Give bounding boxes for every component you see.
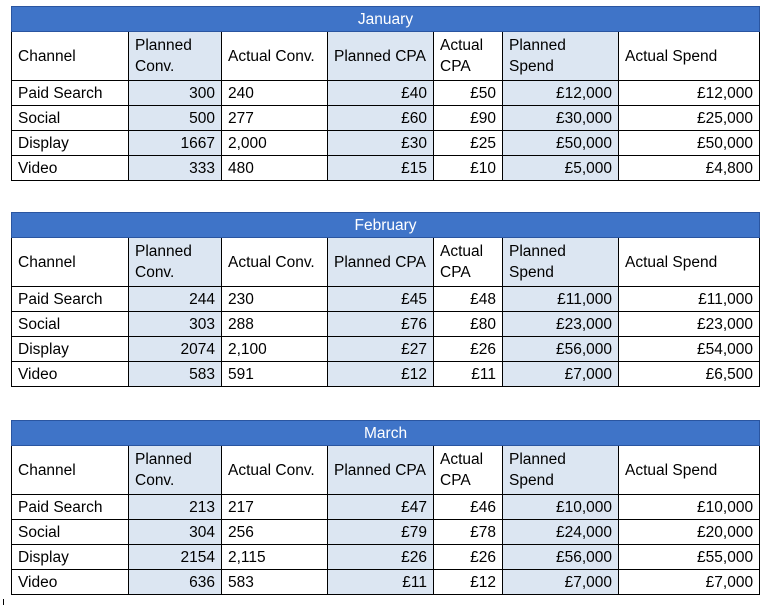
header-planned-spend: Planned Spend bbox=[503, 238, 619, 287]
cell-actual-spend: £7,000 bbox=[619, 570, 760, 595]
cell-planned-spend: £12,000 bbox=[503, 81, 619, 106]
header-planned-conv: Planned Conv. bbox=[129, 238, 222, 287]
cell-channel: Paid Search bbox=[12, 81, 129, 106]
month-title: January bbox=[12, 7, 760, 32]
table-row bbox=[12, 81, 760, 106]
header-planned-cpa: Planned CPA bbox=[328, 446, 434, 495]
cell-actual-cpa: £10 bbox=[434, 156, 503, 181]
header-actual-spend: Actual Spend bbox=[619, 446, 760, 495]
cell-actual-conv: 288 bbox=[222, 312, 328, 337]
table-row bbox=[12, 312, 760, 337]
cell-planned-spend: £50,000 bbox=[503, 131, 619, 156]
table-row bbox=[12, 545, 760, 570]
header-planned-cpa: Planned CPA bbox=[328, 32, 434, 81]
cell-channel: Social bbox=[12, 312, 129, 337]
cell-planned-conv: 636 bbox=[129, 570, 222, 595]
header-actual-spend: Actual Spend bbox=[619, 238, 760, 287]
cell-channel: Paid Search bbox=[12, 287, 129, 312]
header-actual-conv: Actual Conv. bbox=[222, 446, 328, 495]
cell-actual-cpa: £90 bbox=[434, 106, 503, 131]
cell-actual-spend: £20,000 bbox=[619, 520, 760, 545]
header-planned-spend: Planned Spend bbox=[503, 446, 619, 495]
header-channel: Channel bbox=[12, 32, 129, 81]
cell-actual-conv: 277 bbox=[222, 106, 328, 131]
table-row bbox=[12, 337, 760, 362]
cell-planned-cpa: £15 bbox=[328, 156, 434, 181]
cell-channel: Video bbox=[12, 362, 129, 387]
month-table bbox=[11, 6, 760, 181]
cell-planned-spend: £7,000 bbox=[503, 570, 619, 595]
cell-actual-spend: £50,000 bbox=[619, 131, 760, 156]
cell-actual-conv: 230 bbox=[222, 287, 328, 312]
cell-planned-cpa: £47 bbox=[328, 495, 434, 520]
header-actual-cpa: Actual CPA bbox=[434, 446, 503, 495]
cell-planned-spend: £7,000 bbox=[503, 362, 619, 387]
cell-actual-spend: £54,000 bbox=[619, 337, 760, 362]
cell-actual-spend: £55,000 bbox=[619, 545, 760, 570]
cell-actual-spend: £6,500 bbox=[619, 362, 760, 387]
table-row bbox=[12, 156, 760, 181]
cell-actual-conv: 2,115 bbox=[222, 545, 328, 570]
cell-actual-cpa: £48 bbox=[434, 287, 503, 312]
month-table bbox=[11, 420, 760, 595]
cell-actual-cpa: £12 bbox=[434, 570, 503, 595]
header-planned-conv: Planned Conv. bbox=[129, 446, 222, 495]
cell-actual-cpa: £78 bbox=[434, 520, 503, 545]
cell-planned-spend: £56,000 bbox=[503, 545, 619, 570]
header-actual-conv: Actual Conv. bbox=[222, 32, 328, 81]
cell-actual-spend: £25,000 bbox=[619, 106, 760, 131]
header-planned-conv: Planned Conv. bbox=[129, 32, 222, 81]
month-title: March bbox=[12, 421, 760, 446]
cell-planned-conv: 303 bbox=[129, 312, 222, 337]
cell-channel: Display bbox=[12, 545, 129, 570]
cell-planned-cpa: £27 bbox=[328, 337, 434, 362]
cell-planned-cpa: £11 bbox=[328, 570, 434, 595]
month-title: February bbox=[12, 213, 760, 238]
cell-actual-conv: 2,100 bbox=[222, 337, 328, 362]
header-planned-cpa: Planned CPA bbox=[328, 238, 434, 287]
table-row bbox=[12, 495, 760, 520]
cell-actual-conv: 217 bbox=[222, 495, 328, 520]
header-planned-spend: Planned Spend bbox=[503, 32, 619, 81]
cell-planned-conv: 2154 bbox=[129, 545, 222, 570]
cell-planned-spend: £10,000 bbox=[503, 495, 619, 520]
cell-actual-conv: 583 bbox=[222, 570, 328, 595]
cell-actual-spend: £4,800 bbox=[619, 156, 760, 181]
table-row bbox=[12, 287, 760, 312]
table-row bbox=[12, 570, 760, 595]
table-row bbox=[12, 131, 760, 156]
table-row bbox=[12, 106, 760, 131]
table-row bbox=[12, 362, 760, 387]
cell-channel: Social bbox=[12, 106, 129, 131]
cell-actual-conv: 591 bbox=[222, 362, 328, 387]
cell-planned-conv: 500 bbox=[129, 106, 222, 131]
cell-planned-conv: 333 bbox=[129, 156, 222, 181]
cell-actual-cpa: £11 bbox=[434, 362, 503, 387]
cell-planned-spend: £5,000 bbox=[503, 156, 619, 181]
cell-planned-conv: 300 bbox=[129, 81, 222, 106]
month-table bbox=[11, 212, 760, 387]
cell-actual-conv: 2,000 bbox=[222, 131, 328, 156]
cell-planned-conv: 213 bbox=[129, 495, 222, 520]
header-actual-cpa: Actual CPA bbox=[434, 238, 503, 287]
cell-actual-cpa: £25 bbox=[434, 131, 503, 156]
cell-channel: Video bbox=[12, 156, 129, 181]
cell-actual-conv: 480 bbox=[222, 156, 328, 181]
cell-actual-cpa: £80 bbox=[434, 312, 503, 337]
cell-planned-spend: £56,000 bbox=[503, 337, 619, 362]
cell-planned-spend: £30,000 bbox=[503, 106, 619, 131]
cell-planned-spend: £11,000 bbox=[503, 287, 619, 312]
cell-channel: Display bbox=[12, 337, 129, 362]
cell-actual-cpa: £26 bbox=[434, 545, 503, 570]
header-actual-spend: Actual Spend bbox=[619, 32, 760, 81]
header-actual-cpa: Actual CPA bbox=[434, 32, 503, 81]
cell-planned-conv: 583 bbox=[129, 362, 222, 387]
cell-planned-cpa: £45 bbox=[328, 287, 434, 312]
cell-actual-conv: 240 bbox=[222, 81, 328, 106]
cell-planned-conv: 1667 bbox=[129, 131, 222, 156]
cursor-mark bbox=[3, 599, 4, 605]
cell-planned-cpa: £30 bbox=[328, 131, 434, 156]
cell-actual-cpa: £50 bbox=[434, 81, 503, 106]
cell-actual-spend: £10,000 bbox=[619, 495, 760, 520]
cell-planned-cpa: £12 bbox=[328, 362, 434, 387]
cell-planned-spend: £24,000 bbox=[503, 520, 619, 545]
cell-channel: Display bbox=[12, 131, 129, 156]
header-channel: Channel bbox=[12, 446, 129, 495]
cell-planned-conv: 2074 bbox=[129, 337, 222, 362]
cell-actual-spend: £12,000 bbox=[619, 81, 760, 106]
cell-channel: Paid Search bbox=[12, 495, 129, 520]
table-row bbox=[12, 520, 760, 545]
cell-channel: Social bbox=[12, 520, 129, 545]
cell-actual-cpa: £26 bbox=[434, 337, 503, 362]
cell-planned-cpa: £40 bbox=[328, 81, 434, 106]
cell-planned-cpa: £60 bbox=[328, 106, 434, 131]
cell-actual-spend: £23,000 bbox=[619, 312, 760, 337]
cell-planned-spend: £23,000 bbox=[503, 312, 619, 337]
cell-planned-conv: 304 bbox=[129, 520, 222, 545]
cell-actual-conv: 256 bbox=[222, 520, 328, 545]
header-channel: Channel bbox=[12, 238, 129, 287]
cell-planned-cpa: £26 bbox=[328, 545, 434, 570]
cell-planned-cpa: £76 bbox=[328, 312, 434, 337]
cell-planned-conv: 244 bbox=[129, 287, 222, 312]
cell-actual-cpa: £46 bbox=[434, 495, 503, 520]
cell-channel: Video bbox=[12, 570, 129, 595]
cell-actual-spend: £11,000 bbox=[619, 287, 760, 312]
header-actual-conv: Actual Conv. bbox=[222, 238, 328, 287]
cell-planned-cpa: £79 bbox=[328, 520, 434, 545]
